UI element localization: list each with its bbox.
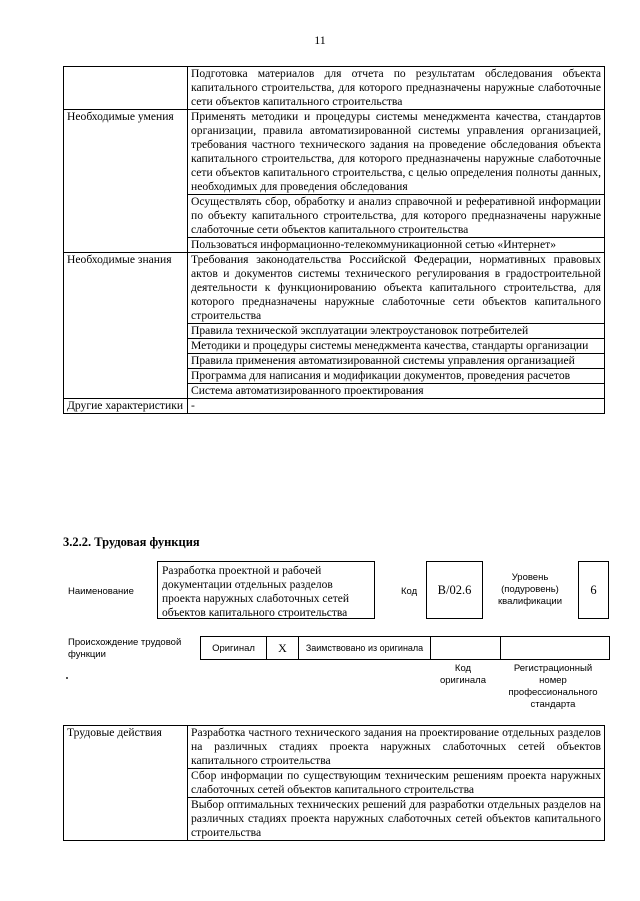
row-label bbox=[64, 67, 188, 110]
row-item: Выбор оптимальных технических решений для разработки отдельных разделов на различных стадиях проекта наружных слаботочных сетей объектов капитального строительства bbox=[188, 798, 605, 841]
row-item: Программа для написания и модификации документов, проведения расчетов bbox=[188, 369, 605, 384]
row-item: Подготовка материалов для отчета по результатам обследования объекта капитального строительства, для которого предназначены наружные слаботочные сети объектов капитального строительства bbox=[188, 67, 605, 110]
row-label-actions: Трудовые действия bbox=[64, 726, 188, 841]
row-item: Методики и процедуры системы менеджмента качества, стандарты организации bbox=[188, 339, 605, 354]
origin-label: Происхождение трудовой функции bbox=[68, 637, 182, 660]
row-item: Правила применения автоматизированной системы управления организацией bbox=[188, 354, 605, 369]
table-row bbox=[64, 253, 605, 324]
skills-knowledge-table bbox=[63, 66, 605, 414]
row-item: Пользоваться информационно-телекоммуникационной сетью «Интернет» bbox=[188, 238, 605, 253]
reg-caption: Регистрационный номер профессионального стандарта bbox=[508, 663, 598, 710]
origin-code-cell bbox=[431, 637, 501, 659]
level-label: Уровень (подуровень) квалификации bbox=[497, 572, 563, 607]
row-label-other: Другие характеристики bbox=[64, 399, 188, 414]
code-caption: Код оригинала bbox=[439, 663, 486, 686]
function-code: B/02.6 bbox=[426, 561, 483, 619]
labor-actions-table bbox=[63, 725, 605, 841]
origin-table bbox=[200, 636, 610, 660]
code-label: Код bbox=[401, 586, 418, 597]
table-row bbox=[64, 110, 605, 195]
function-name: Разработка проектной и рабочей документации отдельных разделов проекта наружных слаботочных сетей объектов капитального строительства bbox=[157, 561, 375, 619]
name-label: Наименование bbox=[68, 586, 134, 597]
row-label-knowledge: Необходимые знания bbox=[64, 253, 188, 399]
page-number: 11 bbox=[314, 33, 326, 47]
row-label-skills: Необходимые умения bbox=[64, 110, 188, 253]
row-item: Система автоматизированного проектирования bbox=[188, 384, 605, 399]
qualification-level: 6 bbox=[578, 561, 609, 619]
table-row bbox=[64, 67, 605, 110]
borrowed-label: Заимствовано из оригинала bbox=[299, 637, 431, 659]
row-item: Применять методики и процедуры системы менеджмента качества, стандартов организации, правила автоматизированной системы управления организацией, требования частного технического задания на проведение обследования объекта капитального строительства, для которого предназначены наружные слаботочные сети объектов капитального строительства, с целью определения полноты данных, необходимых для проведения обследования bbox=[188, 110, 605, 195]
row-item: Правила технической эксплуатации электроустановок потребителей bbox=[188, 324, 605, 339]
row-item: - bbox=[188, 399, 605, 414]
original-label: Оригинал bbox=[201, 637, 267, 659]
row-item: Осуществлять сбор, обработку и анализ справочной и реферативной информации по объекту капитального строительства, для которого предназначены наружные слаботочные сети объектов капитального строительства bbox=[188, 195, 605, 238]
original-mark: X bbox=[267, 637, 299, 659]
table-row bbox=[64, 726, 605, 769]
row-item: Требования законодательства Российской Федерации, нормативных правовых актов и документов системы технического регулирования в градостроительной деятельности к функционированию объекта капитального строительства, для которого предназначены наружные слаботочные сети объектов капитального строительства bbox=[188, 253, 605, 324]
section-heading: 3.2.2. Трудовая функция bbox=[63, 535, 200, 549]
row-item: Сбор информации по существующим техническим решениям проекта наружных слаботочных сетей объектов капитального строительства bbox=[188, 769, 605, 798]
row-item: Разработка частного технического задания на проектирование отдельных разделов на различных стадиях проекта наружных слаботочных сетей объектов капитального строительства bbox=[188, 726, 605, 769]
stray-dot bbox=[66, 677, 68, 679]
reg-number-cell bbox=[501, 637, 609, 659]
table-row bbox=[64, 399, 605, 414]
